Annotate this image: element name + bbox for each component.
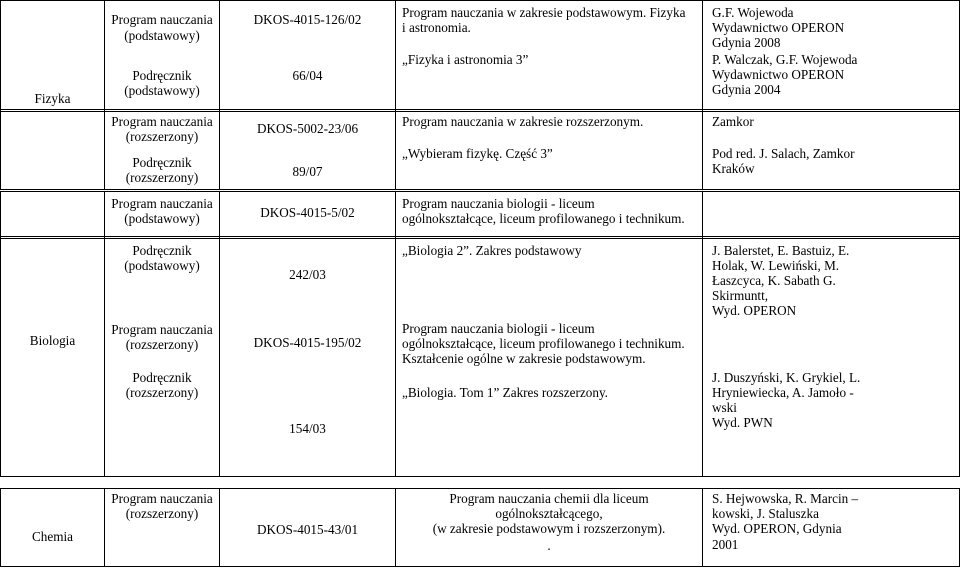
author-line: Skirmuntt, [712, 288, 769, 303]
author-line: Hryniewiecka, A. Jamoło - [712, 385, 854, 400]
subject-label: Fizyka [34, 91, 71, 106]
border-line [702, 488, 703, 567]
description-line: ogólnokształcące, liceum profilowanego i technikum. [402, 211, 685, 226]
type-sublabel: (podstawowy) [124, 28, 200, 43]
description-line: . [547, 538, 551, 553]
description-line: (w zakresie podstawowym i rozszerzonym). [432, 521, 666, 536]
publisher-line: Wyd. OPERON [712, 303, 797, 318]
border-line [0, 111, 960, 112]
approval-code: DKOS-5002-23/06 [256, 121, 359, 136]
type-sublabel: (rozszerzony) [125, 506, 199, 521]
border-line [0, 488, 1, 567]
textbook-title: „Wybieram fizykę. Część 3” [402, 146, 553, 161]
type-label: Program nauczania [111, 12, 213, 27]
author-line: J. Duszyński, K. Grykiel, L. [712, 370, 861, 385]
type-sublabel: (podstawowy) [124, 258, 200, 273]
border-line [395, 191, 396, 477]
description-line: Program nauczania chemii dla liceum [449, 491, 649, 506]
author-line: Pod red. J. Salach, Zamkor [712, 146, 855, 161]
publisher-line: Wyd. OPERON, Gdynia [712, 521, 842, 536]
type-label: Podręcznik [132, 68, 192, 83]
description-line: Program nauczania w zakresie podstawowym. Fizyka [402, 5, 686, 20]
border-line [395, 0, 396, 190]
subject-label: Chemia [31, 529, 74, 544]
publisher-line: Wydawnictwo OPERON [712, 20, 845, 35]
publisher-line: Gdynia 2008 [712, 35, 781, 50]
approval-code: 66/04 [292, 68, 323, 83]
publisher-line: Zamkor [712, 114, 754, 129]
author-line: Łaszcyca, K. Sabath G. [712, 273, 836, 288]
approval-code: DKOS-4015-5/02 [260, 205, 355, 220]
type-label: Program nauczania [111, 196, 213, 211]
description-line: Program nauczania w zakresie rozszerzonym. [402, 114, 644, 129]
author-line: S. Hejwowska, R. Marcin – [712, 491, 859, 506]
type-label: Program nauczania [111, 491, 213, 506]
type-label: Program nauczania [111, 322, 213, 337]
description-line: Program nauczania biologii - liceum [402, 321, 595, 336]
author-line: G.F. Wojewoda [712, 5, 794, 20]
border-line [0, 191, 960, 192]
border-line [0, 109, 960, 110]
publisher-line: Wyd. PWN [712, 415, 773, 430]
border-line [702, 0, 703, 190]
border-line [0, 238, 960, 239]
author-line: kowski, J. Staluszka [712, 506, 819, 521]
approval-code: 154/03 [289, 421, 326, 436]
publisher-line: Kraków [712, 161, 755, 176]
border-line [0, 0, 960, 1]
author-line: P. Walczak, G.F. Wojewoda [712, 52, 858, 67]
type-label: Podręcznik [132, 370, 192, 385]
approval-code: 242/03 [289, 267, 326, 282]
type-sublabel: (rozszerzony) [125, 337, 199, 352]
type-sublabel: (rozszerzony) [125, 170, 199, 185]
subject-label: Biologia [29, 333, 76, 348]
textbook-title: „Fizyka i astronomia 3” [402, 52, 529, 67]
border-line [219, 0, 220, 190]
border-line [0, 236, 960, 237]
type-label: Podręcznik [132, 243, 192, 258]
publisher-line: Wydawnictwo OPERON [712, 67, 845, 82]
author-line: J. Balerstet, E. Bastuiz, E. [712, 243, 850, 258]
type-label: Program nauczania [111, 114, 213, 129]
type-sublabel: (rozszerzony) [125, 385, 199, 400]
approval-code: DKOS-4015-126/02 [253, 12, 362, 27]
description-line: Program nauczania biologii - liceum [402, 196, 595, 211]
type-sublabel: (podstawowy) [124, 83, 200, 98]
description-line: i astronomia. [402, 20, 471, 35]
type-label: Podręcznik [132, 155, 192, 170]
publisher-line: 2001 [712, 537, 739, 552]
border-line [0, 189, 960, 190]
textbook-title: „Biologia. Tom 1” Zakres rozszerzony. [402, 385, 608, 400]
description-line: ogólnokształcące, liceum profilowanego i technikum. [402, 336, 685, 351]
border-line [702, 191, 703, 477]
border-line [0, 476, 960, 477]
type-sublabel: (podstawowy) [124, 211, 200, 226]
approval-code: 89/07 [292, 164, 323, 179]
description-line: Kształcenie ogólne w zakresie podstawowym. [402, 351, 646, 366]
approval-code: DKOS-4015-195/02 [253, 335, 362, 350]
author-line: wski [712, 400, 737, 415]
description-line: ogólnokształcącego, [495, 506, 603, 521]
publisher-line: Gdynia 2004 [712, 82, 781, 97]
author-line: Holak, W. Lewiński, M. [712, 258, 840, 273]
border-line [0, 488, 960, 489]
textbook-title: „Biologia 2”. Zakres podstawowy [402, 243, 582, 258]
type-sublabel: (rozszerzony) [125, 129, 199, 144]
approval-code: DKOS-4015-43/01 [256, 522, 359, 537]
border-line [0, 566, 960, 567]
